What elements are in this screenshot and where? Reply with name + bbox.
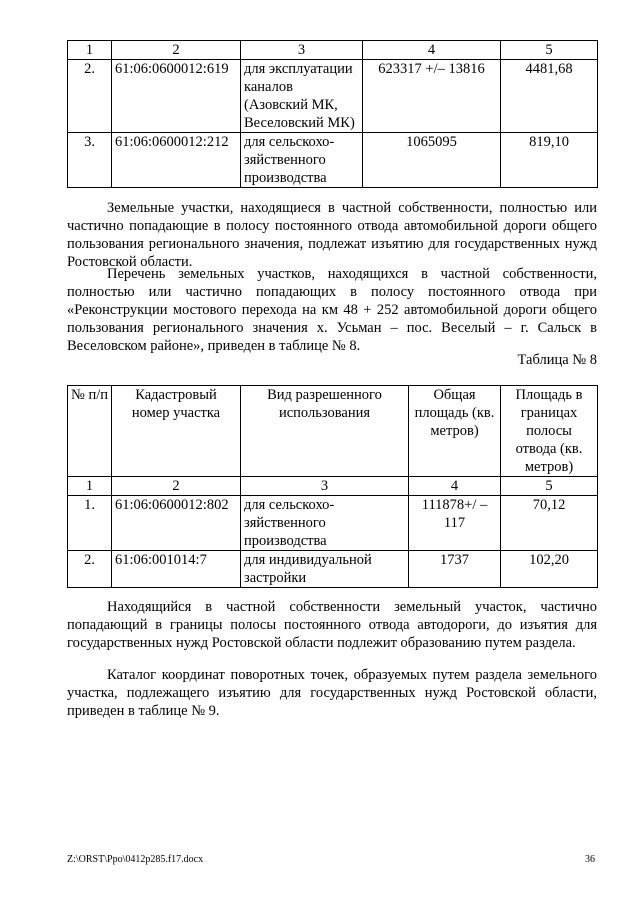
header-area-strip: Площадь в границах полосы отвода (кв. метров)	[501, 386, 598, 477]
area-strip: 70,12	[501, 496, 598, 551]
cadastral-number: 61:06:0600012:802	[112, 496, 241, 551]
permitted-use: для эксплуатации каналов (Азовский МК, Веселовский МК)	[241, 60, 363, 133]
col-number: 5	[501, 41, 598, 60]
col-number: 5	[501, 477, 598, 496]
col-number: 1	[68, 41, 112, 60]
area-total: 623317 +/– 13816	[363, 60, 501, 133]
table-continuation	[67, 40, 598, 188]
row-num: 1.	[68, 496, 112, 551]
permitted-use: для сельскохо-зяйственного производства	[241, 133, 363, 188]
cadastral-number: 61:06:0600012:212	[112, 133, 241, 188]
paragraph-plot-division: Находящийся в частной собственности земельный участок, частично попадающий в границы полосы постоянного отвода автодороги, до изъятия для государственных нужд Ростовской области подлежит образованию путем раздела.	[67, 599, 597, 651]
area-total: 1065095	[363, 133, 501, 188]
paragraph-private-plots: Земельные участки, находящиеся в частной собственности, полностью или частично попадающие в полосу постоянного отвода автомобильной дороги общего пользования регионального значения, подлежат изъятию для государственных нужд Ростовской области.	[67, 200, 597, 270]
col-number: 3	[241, 41, 363, 60]
table-header-numbers	[68, 41, 598, 60]
table-8	[67, 385, 598, 588]
paragraph-coordinate-catalog: Каталог координат поворотных точек, образуемых путем раздела земельного участка, подлежащего изъятию для государственных нужд Ростовской области, приведен в таблице № 9.	[67, 667, 597, 719]
footer-file-path: Z:\ORST\Ppo\0412p285.f17.docx	[67, 854, 204, 865]
page-number: 36	[585, 854, 595, 865]
table-row	[68, 133, 598, 188]
header-cadastral: Кадастровый номер участка	[112, 386, 241, 477]
paragraph-plot-list: Перечень земельных участков, находящихся в частной собственности, полностью или частично попадающих в полосу постоянного отвода при «Реконструкции мостового перехода на км 48 + 252 автомобильной дороги общего пользования регионального значения х. Усьман – пос. Веселый – г. Сальск в Веселовском районе», приведен в таблице № 8.	[67, 266, 597, 354]
cadastral-number: 61:06:001014:7	[112, 551, 241, 588]
table-row	[68, 60, 598, 133]
row-num: 3.	[68, 133, 112, 188]
table-header-numbers	[68, 477, 598, 496]
header-num: № п/п	[68, 386, 112, 477]
area-strip: 4481,68	[501, 60, 598, 133]
permitted-use: для индивидуальной застройки	[241, 551, 409, 588]
col-number: 4	[409, 477, 501, 496]
col-number: 4	[363, 41, 501, 60]
header-use: Вид разрешенного использования	[241, 386, 409, 477]
header-area-total: Общая площадь (кв. метров)	[409, 386, 501, 477]
permitted-use: для сельскохо-зяйственного производства	[241, 496, 409, 551]
table-caption: Таблица № 8	[517, 352, 597, 368]
col-number: 1	[68, 477, 112, 496]
area-total: 1737	[409, 551, 501, 588]
row-num: 2.	[68, 60, 112, 133]
col-number: 3	[241, 477, 409, 496]
row-num: 2.	[68, 551, 112, 588]
area-strip: 102,20	[501, 551, 598, 588]
col-number: 2	[112, 41, 241, 60]
area-strip: 819,10	[501, 133, 598, 188]
table-row	[68, 496, 598, 551]
cadastral-number: 61:06:0600012:619	[112, 60, 241, 133]
table-row	[68, 551, 598, 588]
area-total: 111878+/ – 117	[409, 496, 501, 551]
table-header	[68, 386, 598, 477]
col-number: 2	[112, 477, 241, 496]
